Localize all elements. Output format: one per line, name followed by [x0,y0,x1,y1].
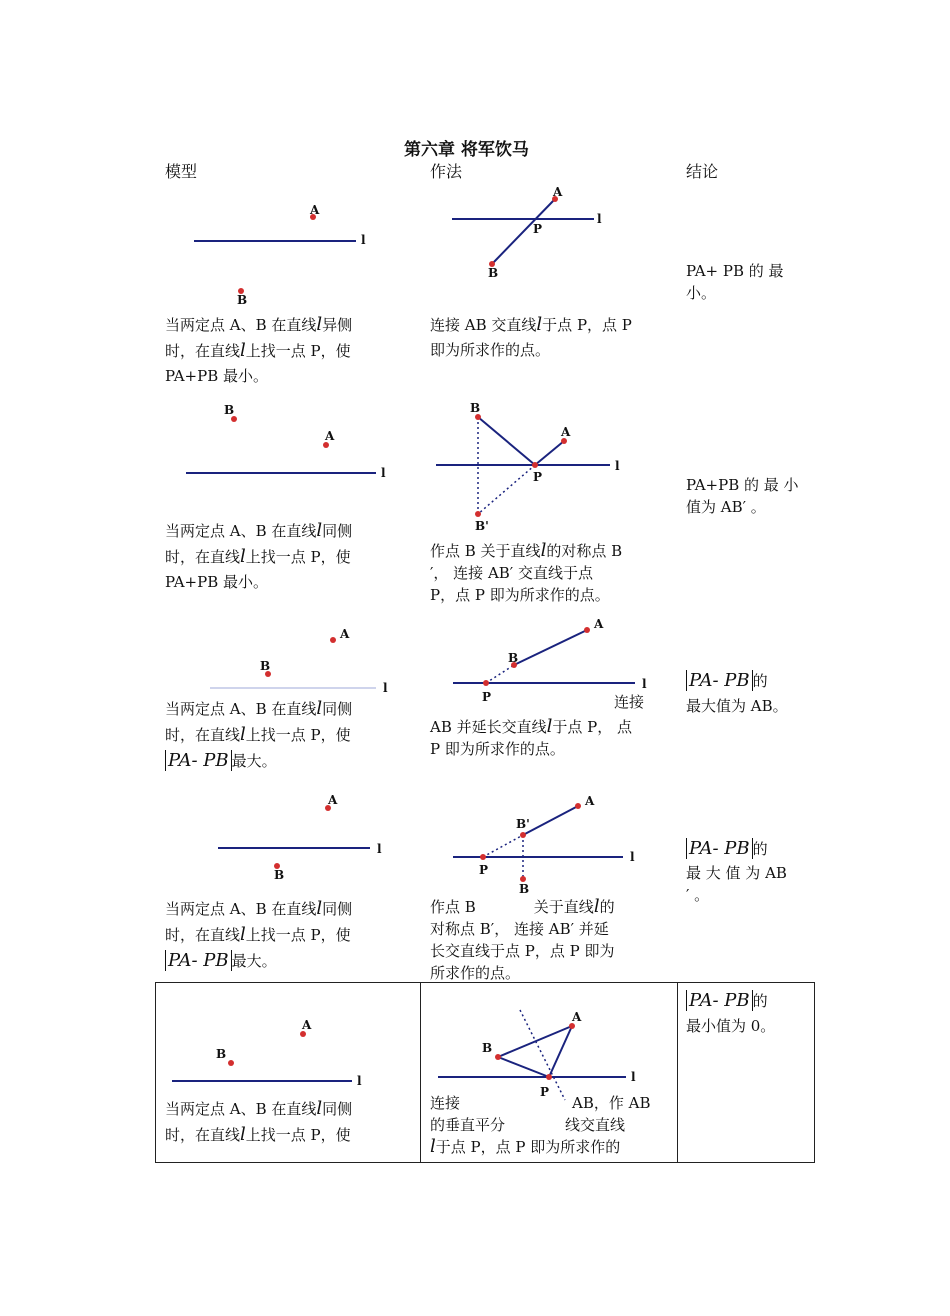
row1-conclusion: PA+ PB 的 最 小。 [686,262,784,302]
label-B: B [488,266,499,280]
label-l: l [642,677,647,691]
row5-conclusion: PA- PB 的 最小值为 0。 [686,990,776,1035]
abs-expression: PA- PB [165,750,232,771]
row3-conclusion: PA- PB 的 最大值为 AB。 [686,670,788,715]
segment-BP [478,417,535,465]
row4-conclusion: PA- PB 的 最 大 值 为 AB ′ 。 [686,838,787,904]
segment-PB-prime [478,465,535,514]
label-l: l [597,212,602,226]
label-A: A [340,627,350,641]
label-B: B [260,659,271,673]
header-model: 模型 [165,162,198,181]
label-P: P [533,222,543,236]
label-B: B [224,403,235,417]
label-B: B [274,868,285,882]
segment-AB [492,199,555,264]
row4-model-text: 当两定点 A、B 在直线l同侧 时，在直线l上找一点 P，使 PA- PB 最大。 [165,898,353,971]
row3-method-text: AB 并延长交直线l于点 P， 点 P 即为所求作的点。 [430,716,633,758]
point-B-prime [475,511,481,517]
row1-model-text: 当两定点 A、B 在直线l异侧 时，在直线l上找一点 P，使 PA+PB 最小。 [165,314,353,385]
table-divider-1 [420,982,421,1163]
label-l: l [357,1074,362,1088]
point-P [532,462,538,468]
row4-method-figure [440,790,640,895]
label-B: B [216,1047,227,1061]
row1-method-figure [440,185,620,280]
point-B [228,1060,234,1066]
row1-model-figure [180,200,380,305]
label-l: l [615,459,620,473]
row3-method-text-start: 连接 [614,693,645,711]
label-A: A [325,429,335,443]
point-B-prime [520,832,526,838]
label-l: l [361,233,366,247]
label-A: A [310,203,320,217]
row2-conclusion: PA+PB 的 最 小 值为 AB′ 。 [686,476,799,516]
segment-PA [535,441,564,465]
segment-PB [486,665,514,683]
point-P [480,854,486,860]
label-l: l [383,681,388,695]
point-B [495,1054,501,1060]
label-l: l [631,1070,636,1084]
row2-model-text: 当两定点 A、B 在直线l同侧 时，在直线l上找一点 P，使 PA+PB 最小。 [165,520,353,591]
label-l: l [381,466,386,480]
point-A [330,637,336,643]
label-B: B [519,882,530,896]
label-A: A [328,793,338,807]
row5-method-text: 连接 AB，作 AB 的垂直平分 线交直线 l于点 P，点 P 即为所求作的 [430,1094,651,1157]
label-B: B [237,293,248,307]
label-B: B [470,401,481,415]
row5-method-figure [430,1000,650,1100]
abs-expression: PA- PB [686,670,753,691]
label-l: l [377,842,382,856]
row3-model-figure [200,622,400,697]
table-border-right [814,982,815,1163]
row4-model-figure [210,790,410,880]
label-A: A [594,617,604,631]
row1-method-text: 连接 AB 交直线l于点 P，点 P 即为所求作的点。 [430,314,632,359]
label-B: B [508,651,519,665]
label-l: l [630,850,635,864]
label-P: P [482,690,492,704]
abs-expression: PA- PB [686,990,753,1011]
label-B: B [482,1041,493,1055]
label-P: P [540,1085,550,1099]
table-border-left [155,982,156,1163]
point-A [584,627,590,633]
label-P: P [533,470,543,484]
point-P [546,1074,552,1080]
page-title: 第六章 将军饮马 [404,140,529,160]
segment-BA [514,630,587,665]
label-A: A [302,1018,312,1032]
label-B-prime: B' [475,519,489,533]
segment-B-prime-A [523,806,578,835]
label-P: P [479,863,489,877]
label-A: A [561,425,571,439]
table-border-bottom [155,1162,815,1163]
header-conclusion: 结论 [686,162,719,181]
label-A: A [572,1010,582,1024]
row4-method-text: 作点 B 关于直线l的 对称点 B′， 连接 AB′ 并延 长交直线于点 P，点 P 即为 所求作的点。 [430,896,615,982]
row2-method-text: 作点 B 关于直线l的对称点 B ′， 连接 AB′ 交直线于点 P，点 P 即为所求作的点。 [430,540,623,604]
label-A: A [553,185,563,199]
segment-BP [498,1057,549,1077]
row2-model-figure [180,400,390,485]
row5-model-text: 当两定点 A、B 在直线l同侧 时，在直线l上找一点 P，使 [165,1098,353,1145]
row3-model-text: 当两定点 A、B 在直线l同侧 时，在直线l上找一点 P，使 PA- PB 最大。 [165,698,353,771]
label-A: A [585,794,595,808]
abs-expression: PA- PB [686,838,753,859]
point-P [483,680,489,686]
segment-P-B-prime [483,835,523,857]
abs-expression: PA- PB [165,950,232,971]
row3-method-figure [440,612,647,707]
label-B-prime: B' [516,817,530,831]
row5-model-figure [165,1010,385,1090]
table-border-top [155,982,815,983]
row2-method-figure [430,400,630,535]
point-A [575,803,581,809]
table-divider-2 [677,982,678,1163]
header-method: 作法 [430,162,463,181]
